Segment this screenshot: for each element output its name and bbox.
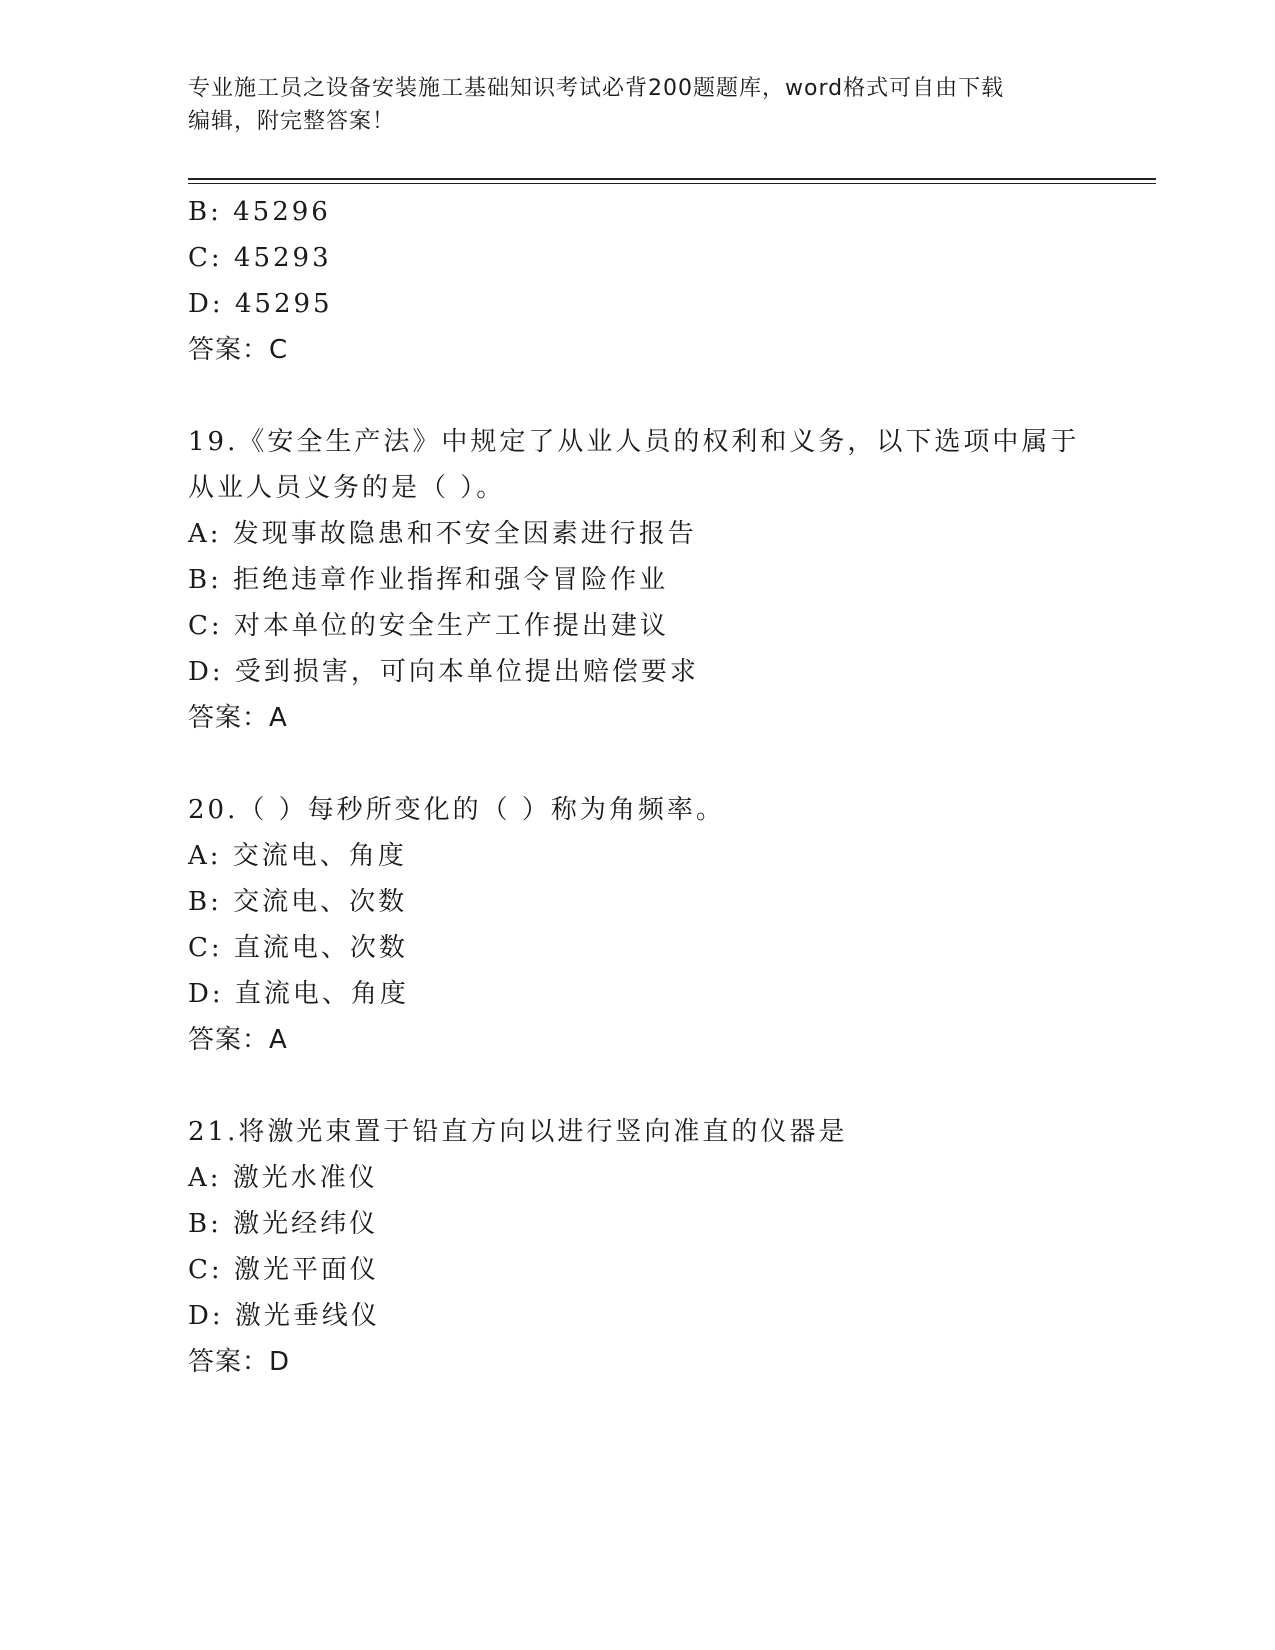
spacer xyxy=(188,741,1088,787)
option-d: D: 受到损害，可向本单位提出赔偿要求 xyxy=(188,657,699,687)
header-divider-thick xyxy=(188,178,1156,180)
option-c: C: 45293 xyxy=(188,243,332,273)
answer-text: 答案：A xyxy=(188,703,288,733)
question-list xyxy=(188,189,1088,1385)
option-c: C: 直流电、次数 xyxy=(188,933,408,963)
question-19 xyxy=(188,419,1088,741)
spacer xyxy=(188,373,1088,419)
option-a: A: 交流电、角度 xyxy=(188,841,407,871)
question-text: 19.《安全生产法》中规定了从业人员的权利和义务，以下选项中属于 xyxy=(188,427,1080,457)
answer-text: 答案：D xyxy=(188,1347,291,1377)
answer-text: 答案：A xyxy=(188,1025,288,1055)
question-text: 20.（ ）每秒所变化的（ ）称为角频率。 xyxy=(188,795,725,825)
option-c: C: 对本单位的安全生产工作提出建议 xyxy=(188,611,669,641)
continuation-block xyxy=(188,189,1088,373)
header-divider-thin xyxy=(188,183,1156,184)
question-text: 从业人员义务的是（ ）。 xyxy=(188,473,506,503)
document-header xyxy=(188,72,1078,138)
header-title-line-2: 编辑，附完整答案！ xyxy=(188,109,396,134)
option-b: B: 拒绝违章作业指挥和强令冒险作业 xyxy=(188,565,669,595)
option-d: D: 45295 xyxy=(188,289,333,319)
option-d: D: 激光垂线仪 xyxy=(188,1301,380,1331)
spacer xyxy=(188,1063,1088,1109)
answer-text: 答案：C xyxy=(188,335,289,365)
option-b: B: 交流电、次数 xyxy=(188,887,408,917)
option-b: B: 45296 xyxy=(188,197,331,227)
question-21 xyxy=(188,1109,1088,1385)
option-b: B: 激光经纬仪 xyxy=(188,1209,379,1239)
option-a: A: 激光水准仪 xyxy=(188,1163,378,1193)
option-a: A: 发现事故隐患和不安全因素进行报告 xyxy=(188,519,697,549)
question-text: 21.将激光束置于铅直方向以进行竖向准直的仪器是 xyxy=(188,1117,848,1147)
option-d: D: 直流电、角度 xyxy=(188,979,409,1009)
question-20 xyxy=(188,787,1088,1063)
header-title-line-1: 专业施工员之设备安装施工基础知识考试必背200题题库，word格式可自由下载 xyxy=(188,76,1005,101)
option-c: C: 激光平面仪 xyxy=(188,1255,379,1285)
